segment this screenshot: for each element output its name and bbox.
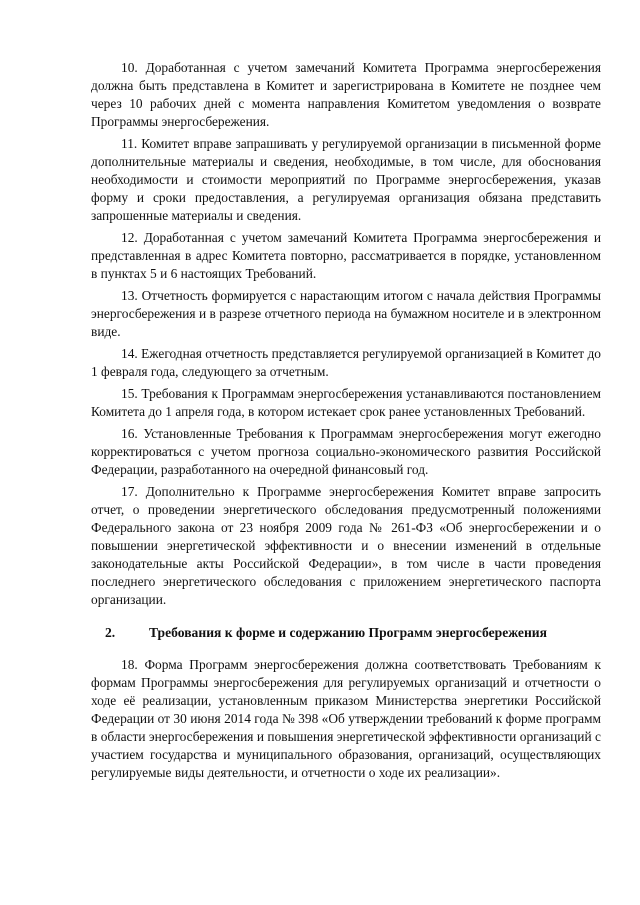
paragraph-16: 16. Установленные Требования к Программам энергосбережения могут ежегодно корректироваться с учетом прогноза социально-экономического развития Российской Федерации, разработанного на очередной финансовый год. xyxy=(91,426,601,477)
section-heading xyxy=(91,624,601,642)
section-number: 2. xyxy=(105,625,116,640)
paragraph-10: 10. Доработанная с учетом замечаний Комитета Программа энергосбережения должна быть представлена в Комитет и зарегистрирована в Комитете не позднее чем через 10 рабочих дней с момента направления Комитетом уведомления о возврате Программы энергосбережения. xyxy=(91,60,601,129)
paragraph-15: 15. Требования к Программам энергосбережения устанавливаются постановлением Комитета до 1 апреля года, в котором истекает срок ранее установленных Требований. xyxy=(91,386,601,419)
section-title: Требования к форме и содержанию Программ энергосбережения xyxy=(149,625,547,640)
document-page xyxy=(91,59,601,786)
paragraph-17: 17. Дополнительно к Программе энергосбережения Комитет вправе запросить отчет, о проведении энергетического обследования предусмотренный положениями Федерального закона от 23 ноября 2009 года № 261-ФЗ «Об энергосбережении и о повышении энергетической эффективности и о внесении изменений в отдельные законодательные акты Российской Федерации», в том числе в части проведения последнего энергетического обследования с приложением энергетического паспорта организации. xyxy=(91,484,601,607)
paragraph-18: 18. Форма Программ энергосбережения должна соответствовать Требованиям к формам Программы энергосбережения для регулируемых организаций и отчетности о ходе её реализации, установленным приказом Министерства энергетики Российской Федерации от 30 июня 2014 года № 398 «Об утверждении требований к форме программ в области энергосбережения и повышения энергетической эффективности организаций с участием государства и муниципального образования, организаций, осуществляющих регулируемые виды деятельности, и отчетности о ходе их реализации». xyxy=(91,657,601,780)
paragraph-13: 13. Отчетность формируется с нарастающим итогом с начала действия Программы энергосбережения и в разрезе отчетного периода на бумажном носителе и в электронном виде. xyxy=(91,288,601,339)
paragraph-14: 14. Ежегодная отчетность представляется регулируемой организацией в Комитет до 1 февраля года, следующего за отчетным. xyxy=(91,346,601,379)
paragraph-12: 12. Доработанная с учетом замечаний Комитета Программа энергосбережения и представленная в адрес Комитета повторно, рассматривается в порядке, установленном в пунктах 5 и 6 настоящих Требований. xyxy=(91,230,601,281)
paragraph-11: 11. Комитет вправе запрашивать у регулируемой организации в письменной форме дополнительные материалы и сведения, необходимые, в том числе, для обоснования необходимости и стоимости мероприятий по Программе энергосбережения, указав форму и сроки предоставления, а регулируемая организация обязана представить запрошенные материалы и сведения. xyxy=(91,136,601,223)
